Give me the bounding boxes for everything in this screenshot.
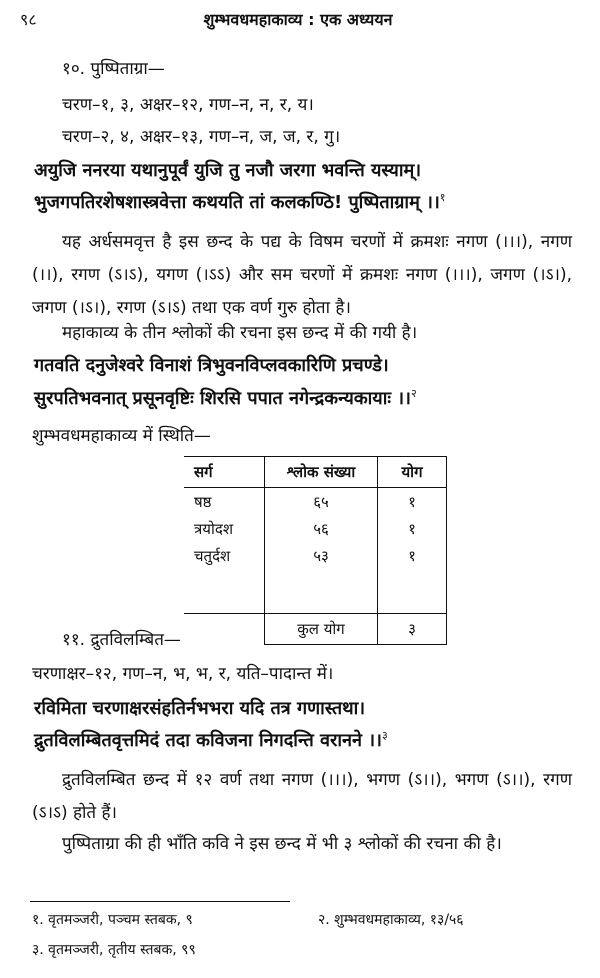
- footnote-1: १. वृतमञ्जरी, पञ्चम स्तबक, ९: [32, 912, 193, 928]
- footnote-ref-2: २: [410, 387, 417, 400]
- description-paragraph-10: यह अर्धसमवृत्त है इस छन्द के पद्य के विषम चरणों में क्रमशः नगण (।।।), नगण (।।), रगण (ऽ।ऽ), यगण (।ऽऽ) और सम चरणों में क्रमशः नगण (।।।), जगण (।ऽ।), जगण (।ऽ।), रगण (ऽ।ऽ) तथा एक वर्ण गुरु होता है।: [32, 232, 572, 318]
- count-line-10: महाकाव्य के तीन श्लोकों की रचना इस छन्द में की गयी है।: [62, 323, 418, 343]
- total-label: कुल योग: [265, 614, 378, 645]
- col-header-verse-count: श्लोक संख्या: [265, 457, 378, 488]
- verse-line-4: द्रुतविलम्बितवृत्तमिदं तदा कविजना निगदन्ति वरानने ।।$^३$: [34, 729, 388, 751]
- col-header-canto: सर्ग: [184, 457, 265, 488]
- table-row: चतुर्दश ५३ १: [184, 542, 447, 569]
- count-paragraph-11: पुष्पिताग्रा की ही भाँति कवि ने इस छन्द में भी ३ श्लोकों की रचना की है।: [62, 834, 502, 854]
- table-row: षष्ठ ६५ १: [184, 488, 447, 516]
- table-row: [184, 569, 447, 614]
- footnote-2: २. शुम्भवधमहाकाव्य, १३/५६: [318, 912, 464, 928]
- verse-line-3: रविमिता चरणाक्षरसंहतिर्नभभरा यदि तत्र गणास्तथा।: [34, 698, 366, 719]
- col-header-total: योग: [378, 457, 447, 488]
- verse-line-1: अयुजि ननरया यथानुपूर्वं युजि तु नजौ जरगा भवन्ति यस्याम्।: [34, 160, 422, 181]
- status-heading: शुम्भवधमहाकाव्य में स्थिति—: [32, 426, 211, 446]
- footnote-ref-1: १: [439, 191, 446, 204]
- verse-line-2: भुजगपतिरशेषशास्त्रवेत्ता कथयति तां कलकण्ठि! पुष्पिताग्राम् ।।$^१$: [34, 191, 446, 213]
- example-verse-2: सुरपतिभवनात् प्रसूनवृष्टिः शिरसि पपात नगेन्द्रकन्यकायाः ।।$^२$: [34, 387, 417, 409]
- page-number: ९८: [20, 10, 37, 29]
- example-verse-1: गतवति दनुजेश्वरे विनाशं त्रिभुवनविप्लवकारिणि प्रचण्डे।: [34, 355, 389, 376]
- verse-count-table: [184, 456, 447, 645]
- table-row: त्रयोदश ५६ १: [184, 515, 447, 542]
- table-total-row: [184, 614, 447, 645]
- section-heading-11: ११. द्रुतविलम्बित—: [62, 630, 181, 650]
- footnote-ref-3: ३: [381, 729, 388, 742]
- running-title: शुम्भवधमहाकाव्य : एक अध्ययन: [203, 10, 393, 29]
- page-header: [18, 6, 578, 32]
- description-paragraph-11: द्रुतविलम्बित छन्द में १२ वर्ण तथा नगण (।।।), भगण (ऽ।।), भगण (ऽ।।), रगण (ऽ।ऽ) होते हैं।: [32, 770, 572, 823]
- meter-rule-11: चरणाक्षर–१२, गण–न, भ, भ, र, यति–पादान्त में।: [32, 664, 334, 684]
- meter-rule-even: चरण–२, ४, अक्षर–१३, गण–न, ज, ज, र, गु।: [62, 127, 341, 147]
- footnote-divider: [30, 901, 290, 902]
- footnote-3: ३. वृतमञ्जरी, तृतीय स्तबक, ९९: [32, 942, 196, 958]
- meter-rule-odd: चरण–१, ३, अक्षर–१२, गण–न, न, र, य।: [62, 95, 314, 115]
- section-heading-10: १०. पुष्पिताग्रा—: [62, 59, 165, 79]
- total-value: ३: [378, 614, 447, 645]
